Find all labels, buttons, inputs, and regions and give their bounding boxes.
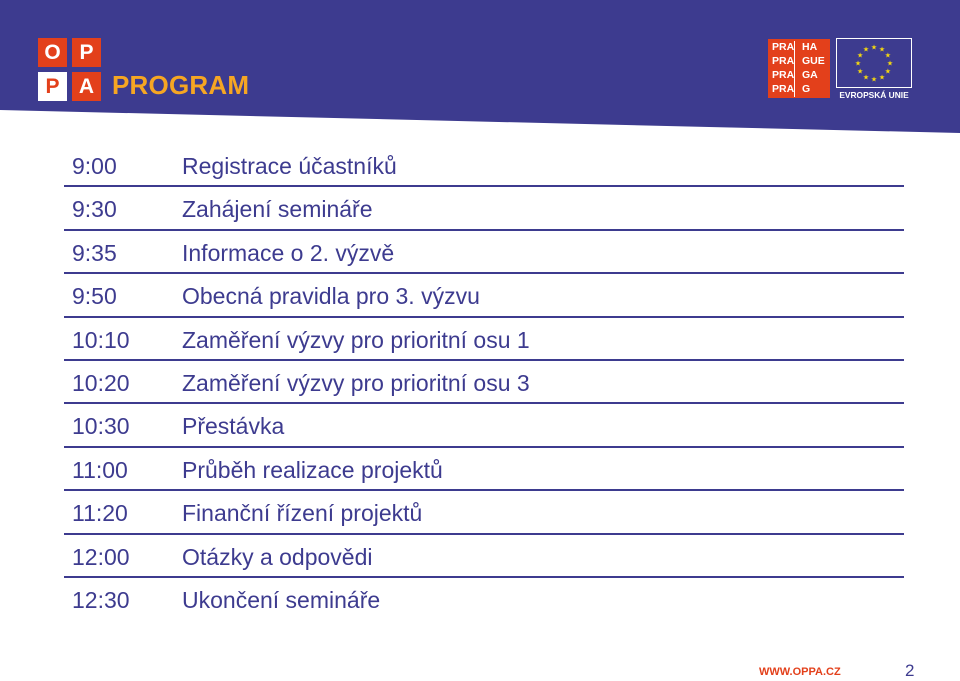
agenda-row — [64, 144, 904, 187]
eu-star-icon: ★ — [854, 59, 862, 68]
agenda-item: Finanční řízení projektů — [182, 500, 423, 527]
agenda-row — [64, 231, 904, 274]
oppa-logo — [38, 38, 101, 101]
eu-star-icon: ★ — [856, 51, 864, 60]
agenda-row — [64, 404, 904, 447]
praha-logo-right: GUE — [802, 55, 825, 67]
agenda-time: 12:00 — [72, 543, 130, 570]
agenda-item: Obecná pravidla pro 3. výzvu — [182, 283, 480, 310]
eu-logo — [836, 38, 912, 100]
agenda-time: 9:50 — [72, 283, 117, 310]
eu-star-icon: ★ — [886, 59, 894, 68]
eu-star-icon: ★ — [862, 73, 870, 82]
agenda-time: 10:20 — [72, 369, 130, 396]
praha-logo-right: GA — [802, 69, 818, 81]
agenda-row — [64, 318, 904, 361]
eu-star-icon: ★ — [870, 75, 878, 84]
praha-logo-row — [772, 41, 830, 55]
praha-logo-left: PRA — [772, 55, 795, 67]
praha-logo-left: PRA — [772, 83, 795, 95]
agenda-time: 9:00 — [72, 153, 117, 179]
agenda-row — [64, 491, 904, 534]
eu-stars-icon — [837, 39, 911, 87]
eu-star-icon: ★ — [884, 67, 892, 76]
agenda-time: 10:30 — [72, 413, 130, 440]
agenda-row — [64, 361, 904, 404]
oppa-logo-letter: P — [72, 38, 101, 67]
agenda-time: 9:35 — [72, 239, 117, 266]
oppa-logo-letter: A — [72, 72, 101, 101]
agenda-row — [64, 448, 904, 491]
agenda-item: Otázky a odpovědi — [182, 543, 373, 570]
header-diagonal-edge — [0, 110, 960, 133]
footer-website-link[interactable]: WWW.OPPA.CZ — [759, 666, 841, 678]
agenda-item: Informace o 2. výzvě — [182, 239, 395, 266]
agenda-time: 11:20 — [72, 500, 128, 527]
eu-logo-label: EVROPSKÁ UNIE — [839, 90, 909, 100]
agenda-row — [64, 187, 904, 230]
eu-star-icon: ★ — [884, 51, 892, 60]
agenda-time: 10:10 — [72, 326, 130, 353]
praha-logo-right: HA — [802, 41, 818, 53]
page-number: 2 — [905, 661, 915, 680]
praha-logo-row — [772, 69, 830, 83]
agenda-item: Registrace účastníků — [182, 153, 397, 179]
praha-logo-right: G — [802, 83, 811, 95]
agenda-item: Přestávka — [182, 413, 285, 440]
agenda-row — [64, 578, 904, 621]
praha-logo-row — [772, 83, 830, 97]
eu-star-icon: ★ — [856, 67, 864, 76]
eu-star-icon: ★ — [862, 45, 870, 54]
eu-flag-icon — [836, 38, 912, 88]
eu-star-icon: ★ — [878, 45, 886, 54]
agenda-item: Zaměření výzvy pro prioritní osu 3 — [182, 369, 530, 396]
praha-logo-left: PRA — [772, 41, 795, 53]
page-title: PROGRAM — [112, 70, 250, 100]
oppa-logo-letter: O — [38, 38, 67, 67]
praha-logo-left: PRA — [772, 69, 795, 81]
agenda-time: 9:30 — [72, 196, 117, 223]
oppa-logo-letter: P — [38, 72, 67, 101]
agenda-item: Zahájení semináře — [182, 196, 373, 223]
agenda-time: 12:30 — [72, 586, 130, 613]
agenda-item: Průběh realizace projektů — [182, 456, 443, 483]
eu-star-icon: ★ — [878, 73, 886, 82]
agenda-table — [64, 144, 904, 621]
eu-star-icon: ★ — [870, 43, 878, 52]
agenda-time: 11:00 — [72, 456, 128, 483]
agenda-row — [64, 535, 904, 578]
agenda-item: Ukončení semináře — [182, 586, 381, 613]
agenda-row — [64, 274, 904, 317]
agenda-item: Zaměření výzvy pro prioritní osu 1 — [182, 326, 530, 353]
praha-logo-row — [772, 55, 830, 69]
praha-logo — [768, 39, 830, 98]
